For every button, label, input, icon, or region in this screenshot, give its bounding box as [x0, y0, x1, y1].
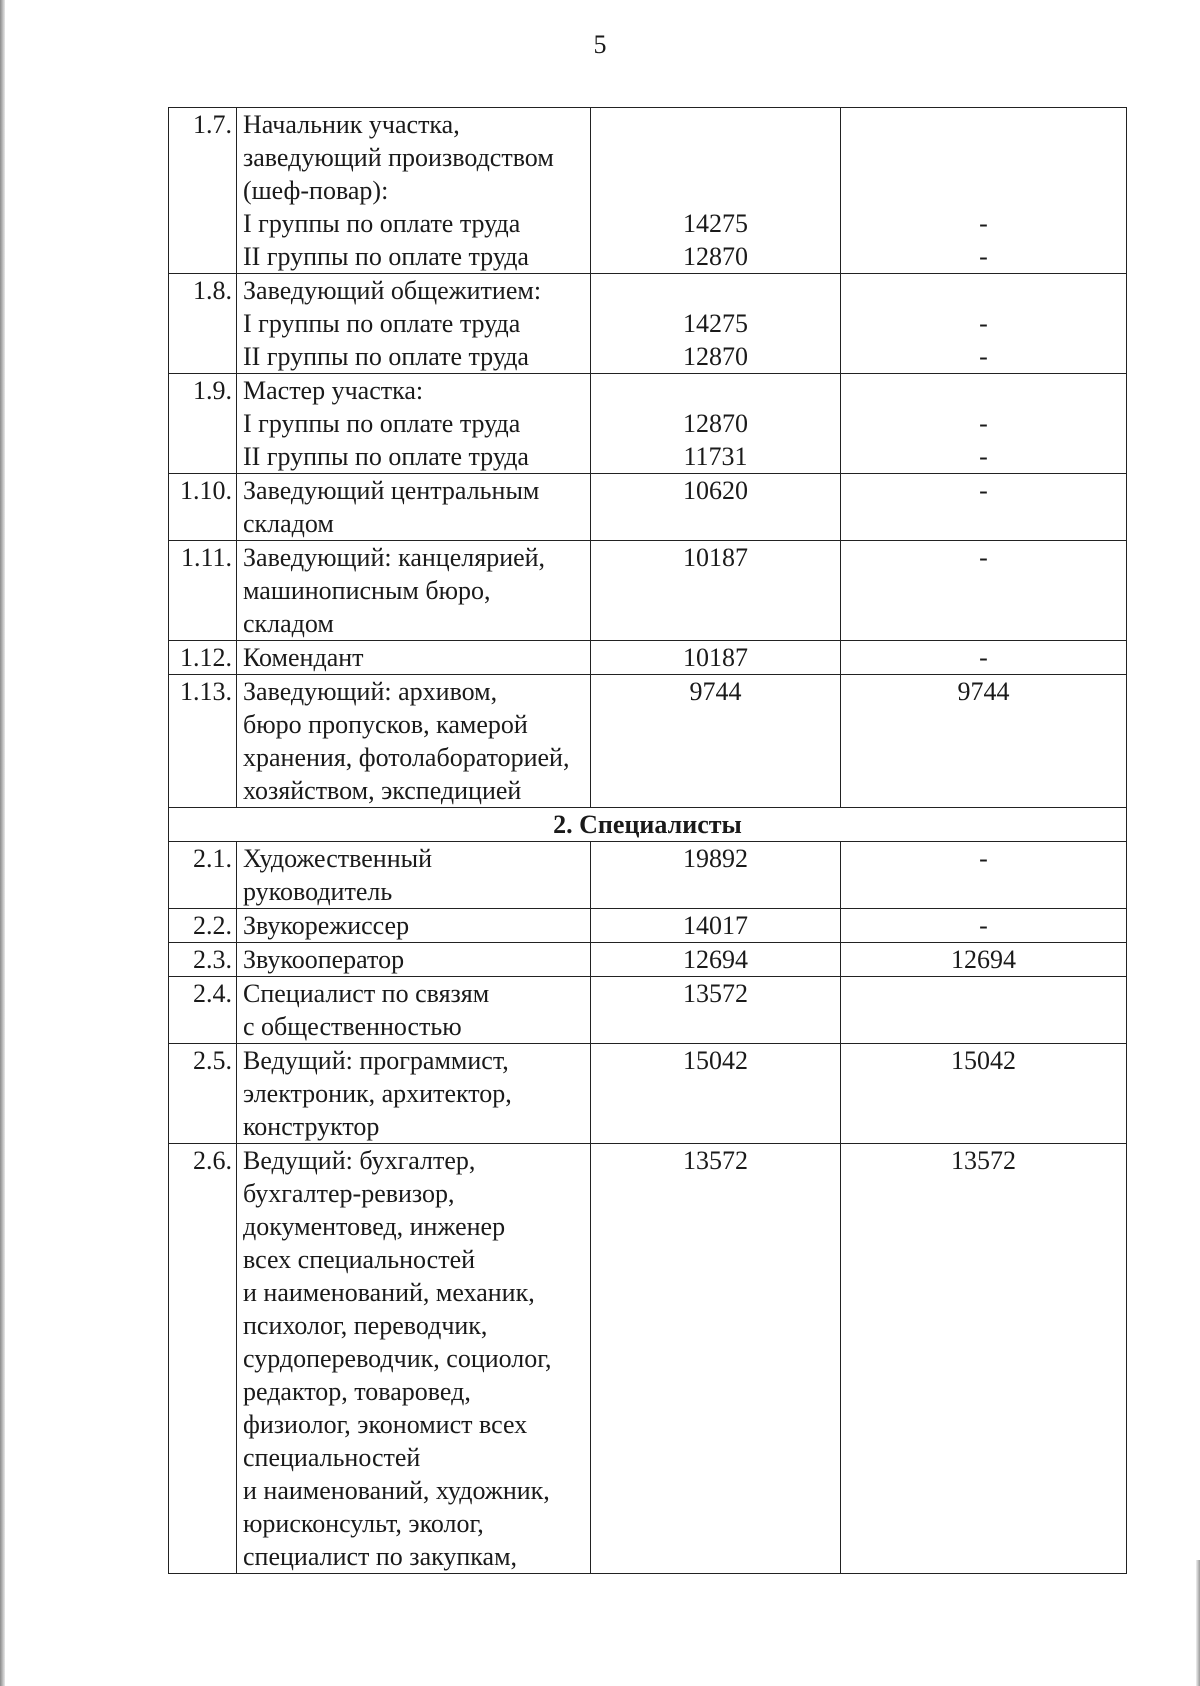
position-name-line: Специалист по связям: [243, 979, 490, 1008]
salary-value-line: [597, 274, 834, 307]
salary-value-alt-line: 12694: [951, 945, 1016, 974]
salary-value-alt-line: -: [979, 342, 988, 371]
salary-value-line: [597, 174, 834, 207]
salary-value-line: 15042: [683, 1046, 748, 1075]
position-name-line: Заведующий: канцелярией,: [243, 543, 546, 572]
salary-value-line: 10187: [683, 643, 748, 672]
table-row: [169, 1044, 1127, 1144]
row-number: 1.13.: [169, 675, 237, 808]
position-name: [237, 675, 591, 808]
position-name: [237, 474, 591, 541]
salary-value-line: 10620: [683, 476, 748, 505]
salary-value-line: 13572: [683, 1146, 748, 1175]
position-name-line: II группы по оплате труда: [243, 242, 529, 271]
salary-value-alt: [841, 1144, 1127, 1574]
table-row: [169, 541, 1127, 641]
position-name-line: и наименований, художник,: [243, 1476, 550, 1505]
salary-value-alt: [841, 977, 1127, 1044]
salary-value-alt-line: [847, 274, 1120, 307]
position-name-line: и наименований, механик,: [243, 1278, 535, 1307]
row-number: 1.7.: [169, 108, 237, 274]
salary-value-alt: [841, 374, 1127, 474]
position-name-line: электроник, архитектор,: [243, 1079, 512, 1108]
row-number: 2.5.: [169, 1044, 237, 1144]
salary-value-alt-line: [847, 977, 1120, 1010]
row-number: 1.11.: [169, 541, 237, 641]
position-name-line: психолог, переводчик,: [243, 1311, 488, 1340]
salary-value-alt-line: -: [979, 844, 988, 873]
position-name-line: заведующий производством: [243, 143, 554, 172]
salary-value-line: 14017: [683, 911, 748, 940]
salary-value-alt: [841, 274, 1127, 374]
row-number: 2.2.: [169, 909, 237, 943]
salary-value-alt-line: 15042: [951, 1046, 1016, 1075]
position-name-line: Художественный: [243, 844, 433, 873]
page-number: 5: [593, 30, 607, 59]
position-name: [237, 274, 591, 374]
salary-value-alt-line: [847, 374, 1120, 407]
position-name-line: (шеф-повар):: [243, 176, 389, 205]
position-name-line: бюро пропусков, камерой: [243, 710, 528, 739]
salary-value-alt: [841, 474, 1127, 541]
table-row: [169, 641, 1127, 675]
table-row: [169, 909, 1127, 943]
position-name-line: I группы по оплате труда: [243, 209, 521, 238]
row-number: 2.3.: [169, 943, 237, 977]
salary-value: [591, 641, 841, 675]
salary-value-alt: [841, 675, 1127, 808]
salary-value: [591, 1144, 841, 1574]
salary-value: [591, 1044, 841, 1144]
position-name-line: Заведующий общежитием:: [243, 276, 542, 305]
salary-table-body: [169, 108, 1127, 1574]
position-name-line: II группы по оплате труда: [243, 442, 529, 471]
salary-value: [591, 675, 841, 808]
position-name-line: всех специальностей: [243, 1245, 476, 1274]
position-name-line: Заведующий: архивом,: [243, 677, 498, 706]
salary-value-alt-line: -: [979, 543, 988, 572]
scan-edge-right: [1196, 1560, 1200, 1686]
row-number: 1.8.: [169, 274, 237, 374]
position-name-line: специальностей: [243, 1443, 421, 1472]
position-name-line: физиолог, экономист всех: [243, 1410, 528, 1439]
salary-value-alt-line: 9744: [957, 677, 1010, 706]
table-row: [169, 977, 1127, 1044]
position-name-line: редактор, товаровед,: [243, 1377, 471, 1406]
salary-value: [591, 909, 841, 943]
position-name-line: I группы по оплате труда: [243, 409, 521, 438]
salary-value-alt-line: -: [979, 442, 988, 471]
position-name-line: хозяйством, экспедицией: [243, 776, 522, 805]
salary-value-alt: [841, 943, 1127, 977]
position-name-line: складом: [243, 509, 334, 538]
salary-value-line: 9744: [689, 677, 742, 706]
salary-value-line: 14275: [683, 309, 748, 338]
salary-value-alt: [841, 541, 1127, 641]
position-name-line: Звукорежиссер: [243, 911, 410, 940]
position-name: [237, 1144, 591, 1574]
salary-value-alt-line: [847, 108, 1120, 141]
row-number: 2.1.: [169, 842, 237, 909]
salary-value-line: 19892: [683, 844, 748, 873]
position-name-line: II группы по оплате труда: [243, 342, 529, 371]
salary-value: [591, 943, 841, 977]
salary-value: [591, 274, 841, 374]
salary-value: [591, 474, 841, 541]
position-name-line: I группы по оплате труда: [243, 309, 521, 338]
salary-value: [591, 977, 841, 1044]
salary-table: [168, 107, 1127, 1574]
table-row: [169, 108, 1127, 274]
salary-value-alt-line: -: [979, 209, 988, 238]
position-name: [237, 641, 591, 675]
position-name-line: документовед, инженер: [243, 1212, 506, 1241]
salary-value: [591, 108, 841, 274]
position-name-line: Комендант: [243, 643, 364, 672]
position-name: [237, 977, 591, 1044]
salary-value-alt-line: -: [979, 242, 988, 271]
salary-value-line: [597, 374, 834, 407]
position-name-line: бухгалтер-ревизор,: [243, 1179, 455, 1208]
section-heading: 2. Специалисты: [169, 808, 1127, 842]
position-name-line: Начальник участка,: [243, 110, 460, 139]
row-number: 2.4.: [169, 977, 237, 1044]
salary-value-alt: [841, 909, 1127, 943]
position-name: [237, 1044, 591, 1144]
salary-value-alt: [841, 1044, 1127, 1144]
position-name-line: конструктор: [243, 1112, 380, 1141]
salary-value-line: 13572: [683, 979, 748, 1008]
position-name-line: Ведущий: программист,: [243, 1046, 509, 1075]
position-name-line: машинописным бюро,: [243, 576, 491, 605]
table-row: [169, 474, 1127, 541]
table-row: [169, 274, 1127, 374]
row-number: 2.6.: [169, 1144, 237, 1574]
salary-value: [591, 374, 841, 474]
salary-value-line: 10187: [683, 543, 748, 572]
row-number: 1.9.: [169, 374, 237, 474]
salary-value-alt: [841, 641, 1127, 675]
position-name: [237, 909, 591, 943]
position-name-line: Заведующий центральным: [243, 476, 540, 505]
table-row: [169, 675, 1127, 808]
position-name-line: руководитель: [243, 877, 393, 906]
salary-value-alt-line: -: [979, 409, 988, 438]
salary-value-line: 14275: [683, 209, 748, 238]
position-name: [237, 108, 591, 274]
position-name-line: складом: [243, 609, 334, 638]
salary-value: [591, 842, 841, 909]
salary-value-alt-line: [847, 174, 1120, 207]
row-number: 1.10.: [169, 474, 237, 541]
position-name: [237, 842, 591, 909]
salary-value-line: 12694: [683, 945, 748, 974]
table-row: [169, 374, 1127, 474]
salary-value-alt-line: -: [979, 476, 988, 505]
position-name-line: Ведущий: бухгалтер,: [243, 1146, 476, 1175]
position-name: [237, 374, 591, 474]
salary-value-alt: [841, 108, 1127, 274]
position-name-line: сурдопереводчик, социолог,: [243, 1344, 552, 1373]
salary-value: [591, 541, 841, 641]
salary-value-alt-line: -: [979, 309, 988, 338]
table-row: [169, 842, 1127, 909]
position-name-line: специалист по закупкам,: [243, 1542, 518, 1571]
salary-value-line: 12870: [683, 409, 748, 438]
table-row: [169, 943, 1127, 977]
salary-value-alt-line: -: [979, 643, 988, 672]
salary-value-line: [597, 108, 834, 141]
position-name-line: Звукооператор: [243, 945, 405, 974]
salary-value-line: 12870: [683, 242, 748, 271]
position-name-line: с общественностью: [243, 1012, 462, 1041]
salary-value-line: [597, 141, 834, 174]
salary-value-line: 11731: [683, 442, 748, 471]
section-row: [169, 808, 1127, 842]
scan-edge-left: [0, 0, 5, 1686]
table-row: [169, 1144, 1127, 1574]
salary-value-alt-line: -: [979, 911, 988, 940]
row-number: 1.12.: [169, 641, 237, 675]
salary-value-alt-line: [847, 141, 1120, 174]
position-name-line: Мастер участка:: [243, 376, 424, 405]
salary-value-alt-line: 13572: [951, 1146, 1016, 1175]
position-name-line: хранения, фотолабораторией,: [243, 743, 570, 772]
salary-value-line: 12870: [683, 342, 748, 371]
position-name-line: юрисконсульт, эколог,: [243, 1509, 484, 1538]
position-name: [237, 541, 591, 641]
salary-value-alt: [841, 842, 1127, 909]
position-name: [237, 943, 591, 977]
